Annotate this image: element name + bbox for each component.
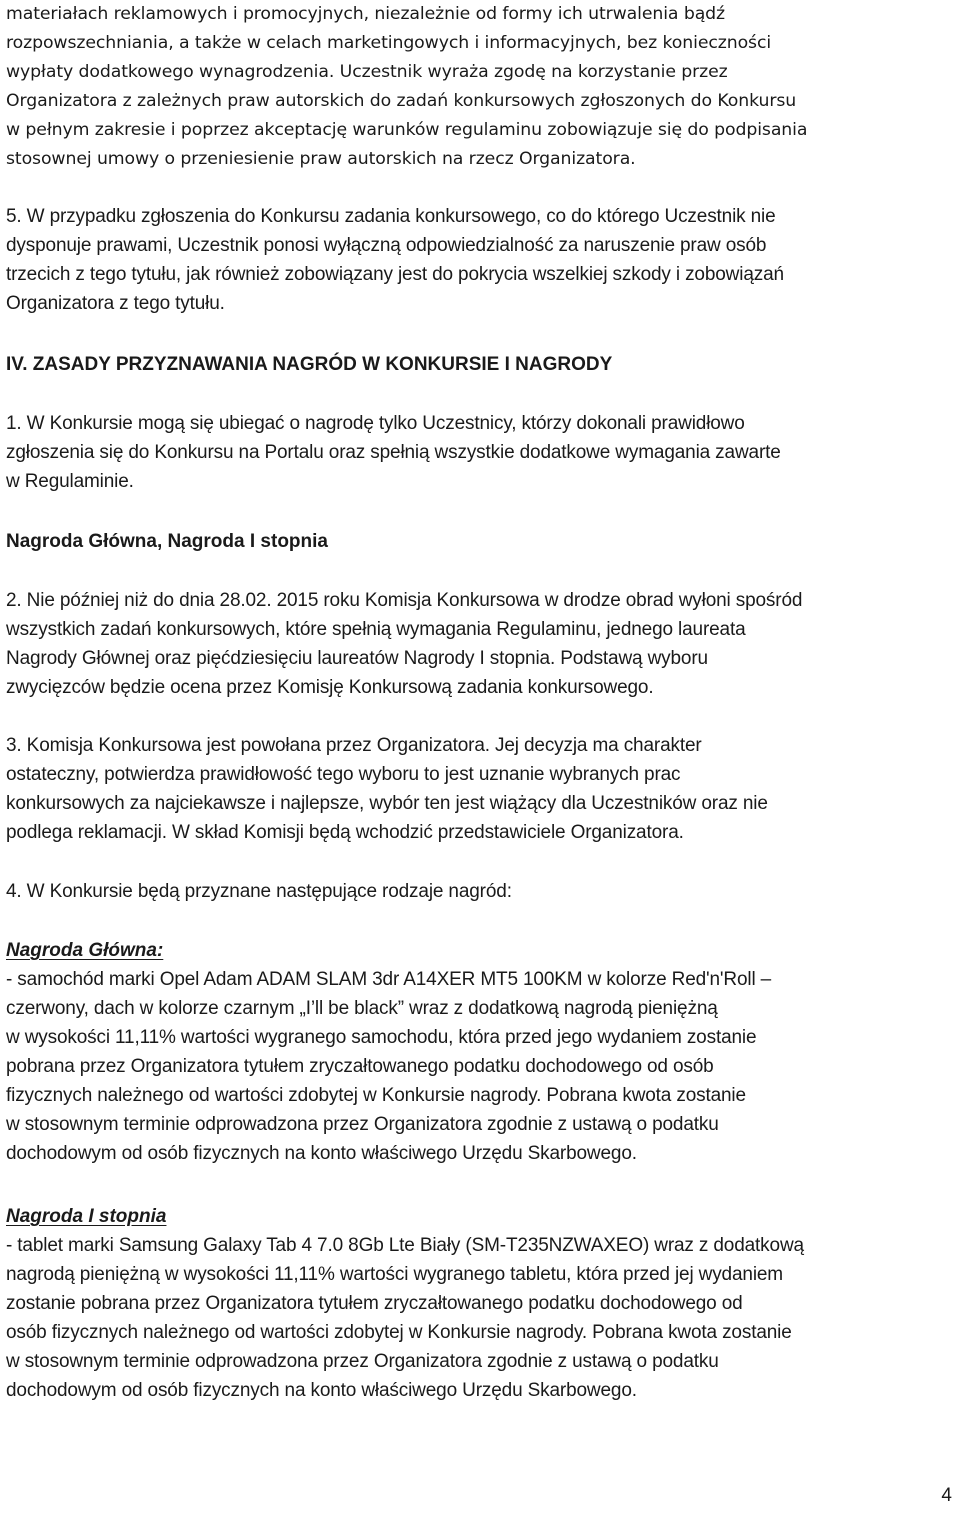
paragraph-line: 3. Komisja Konkursowa jest powołana przez Organizatora. Jej decyzja ma charakter [6,735,702,756]
paragraph-line: - samochód marki Opel Adam ADAM SLAM 3dr A14XER MT5 100KM w kolorze Red'n'Roll – [6,969,772,990]
section-heading: IV. ZASADY PRZYZNAWANIA NAGRÓD W KONKURSIE I NAGRODY [6,354,613,375]
paragraph-line: rozpowszechniania, a także w celach marketingowych i informacyjnych, bez konieczności [6,33,772,53]
paragraph-line: w pełnym zakresie i poprzez akceptację warunków regulaminu zobowiązuje się do podpisania [6,120,808,140]
paragraph-line: podlega reklamacji. W skład Komisji będą wchodzić przedstawiciele Organizatora. [6,822,684,843]
paragraph-line: dochodowym od osób fizycznych na konto właściwego Urzędu Skarbowego. [6,1380,637,1401]
paragraph-line: 1. W Konkursie mogą się ubiegać o nagrodę tylko Uczestnicy, którzy dokonali prawidłowo [6,413,745,434]
paragraph-line: czerwony, dach w kolorze czarnym „I’ll be black” wraz z dodatkową nagrodą pieniężną [6,998,718,1019]
paragraph-line: zostanie pobrana przez Organizatora tytułem zryczałtowanego podatku dochodowego od [6,1293,743,1314]
paragraph-line: 4. W Konkursie będą przyznane następujące rodzaje nagród: [6,881,512,902]
paragraph-line: Organizatora z tego tytułu. [6,293,225,314]
paragraph-line: - tablet marki Samsung Galaxy Tab 4 7.0 8Gb Lte Biały (SM-T235NZWAXEO) wraz z dodatkową [6,1235,804,1256]
paragraph-line: ostateczny, potwierdza prawidłowość tego wyboru to jest uznanie wybranych prac [6,764,681,785]
subheading: Nagroda Główna, Nagroda I stopnia [6,531,328,552]
paragraph-line: zwycięzców będzie ocena przez Komisję Konkursową zadania konkursowego. [6,677,654,698]
paragraph-line: Organizatora z zależnych praw autorskich do zadań konkursowych zgłoszonych do Konkursu [6,91,797,111]
paragraph-line: wypłaty dodatkowego wynagrodzenia. Uczestnik wyraża zgodę na korzystanie przez [6,62,728,82]
paragraph-line: 2. Nie później niż do dnia 28.02. 2015 roku Komisja Konkursowa w drodze obrad wyłoni spośród [6,590,803,611]
paragraph-line: dochodowym od osób fizycznych na konto właściwego Urzędu Skarbowego. [6,1143,637,1164]
paragraph-line: konkursowych za najciekawsze i najlepsze, wybór ten jest wiążący dla Uczestników oraz nie [6,793,768,814]
paragraph-line: 5. W przypadku zgłoszenia do Konkursu zadania konkursowego, co do którego Uczestnik nie [6,206,776,227]
paragraph-line: w stosownym terminie odprowadzona przez Organizatora zgodnie z ustawą o podatku [6,1114,719,1135]
paragraph-line: w wysokości 11,11% wartości wygranego samochodu, która przed jego wydaniem zostanie [6,1027,757,1048]
paragraph-line: w stosownym terminie odprowadzona przez Organizatora zgodnie z ustawą o podatku [6,1351,719,1372]
paragraph-line: zgłoszenia się do Konkursu na Portalu oraz spełnią wszystkie dodatkowe wymagania zawarte [6,442,781,463]
paragraph-line: wszystkich zadań konkursowych, które spełnią wymagania Regulaminu, jednego laureata [6,619,746,640]
prize-first-heading: Nagroda I stopnia [6,1206,167,1227]
paragraph-line: stosownej umowy o przeniesienie praw autorskich na rzecz Organizatora. [6,149,636,169]
paragraph-line: materiałach reklamowych i promocyjnych, niezależnie od formy ich utrwalenia bądź [6,4,726,24]
prize-main-heading: Nagroda Główna: [6,940,164,961]
paragraph-line: osób fizycznych należnego od wartości zdobytej w Konkursie nagrody. Pobrana kwota zostanie [6,1322,792,1343]
page-number: 4 [941,1485,952,1506]
paragraph-line: fizycznych należnego od wartości zdobytej w Konkursie nagrody. Pobrana kwota zostanie [6,1085,746,1106]
paragraph-line: Nagrody Głównej oraz pięćdziesięciu laureatów Nagrody I stopnia. Podstawą wyboru [6,648,708,669]
paragraph-line: pobrana przez Organizatora tytułem zryczałtowanego podatku dochodowego od osób [6,1056,714,1077]
paragraph-line: dysponuje prawami, Uczestnik ponosi wyłączną odpowiedzialność za naruszenie praw osób [6,235,767,256]
paragraph-line: nagrodą pieniężną w wysokości 11,11% wartości wygranego tabletu, która przed jej wydaniem [6,1264,783,1285]
paragraph-line: w Regulaminie. [6,471,134,492]
paragraph-line: trzecich z tego tytułu, jak również zobowiązany jest do pokrycia wszelkiej szkody i zobowiązań [6,264,784,285]
